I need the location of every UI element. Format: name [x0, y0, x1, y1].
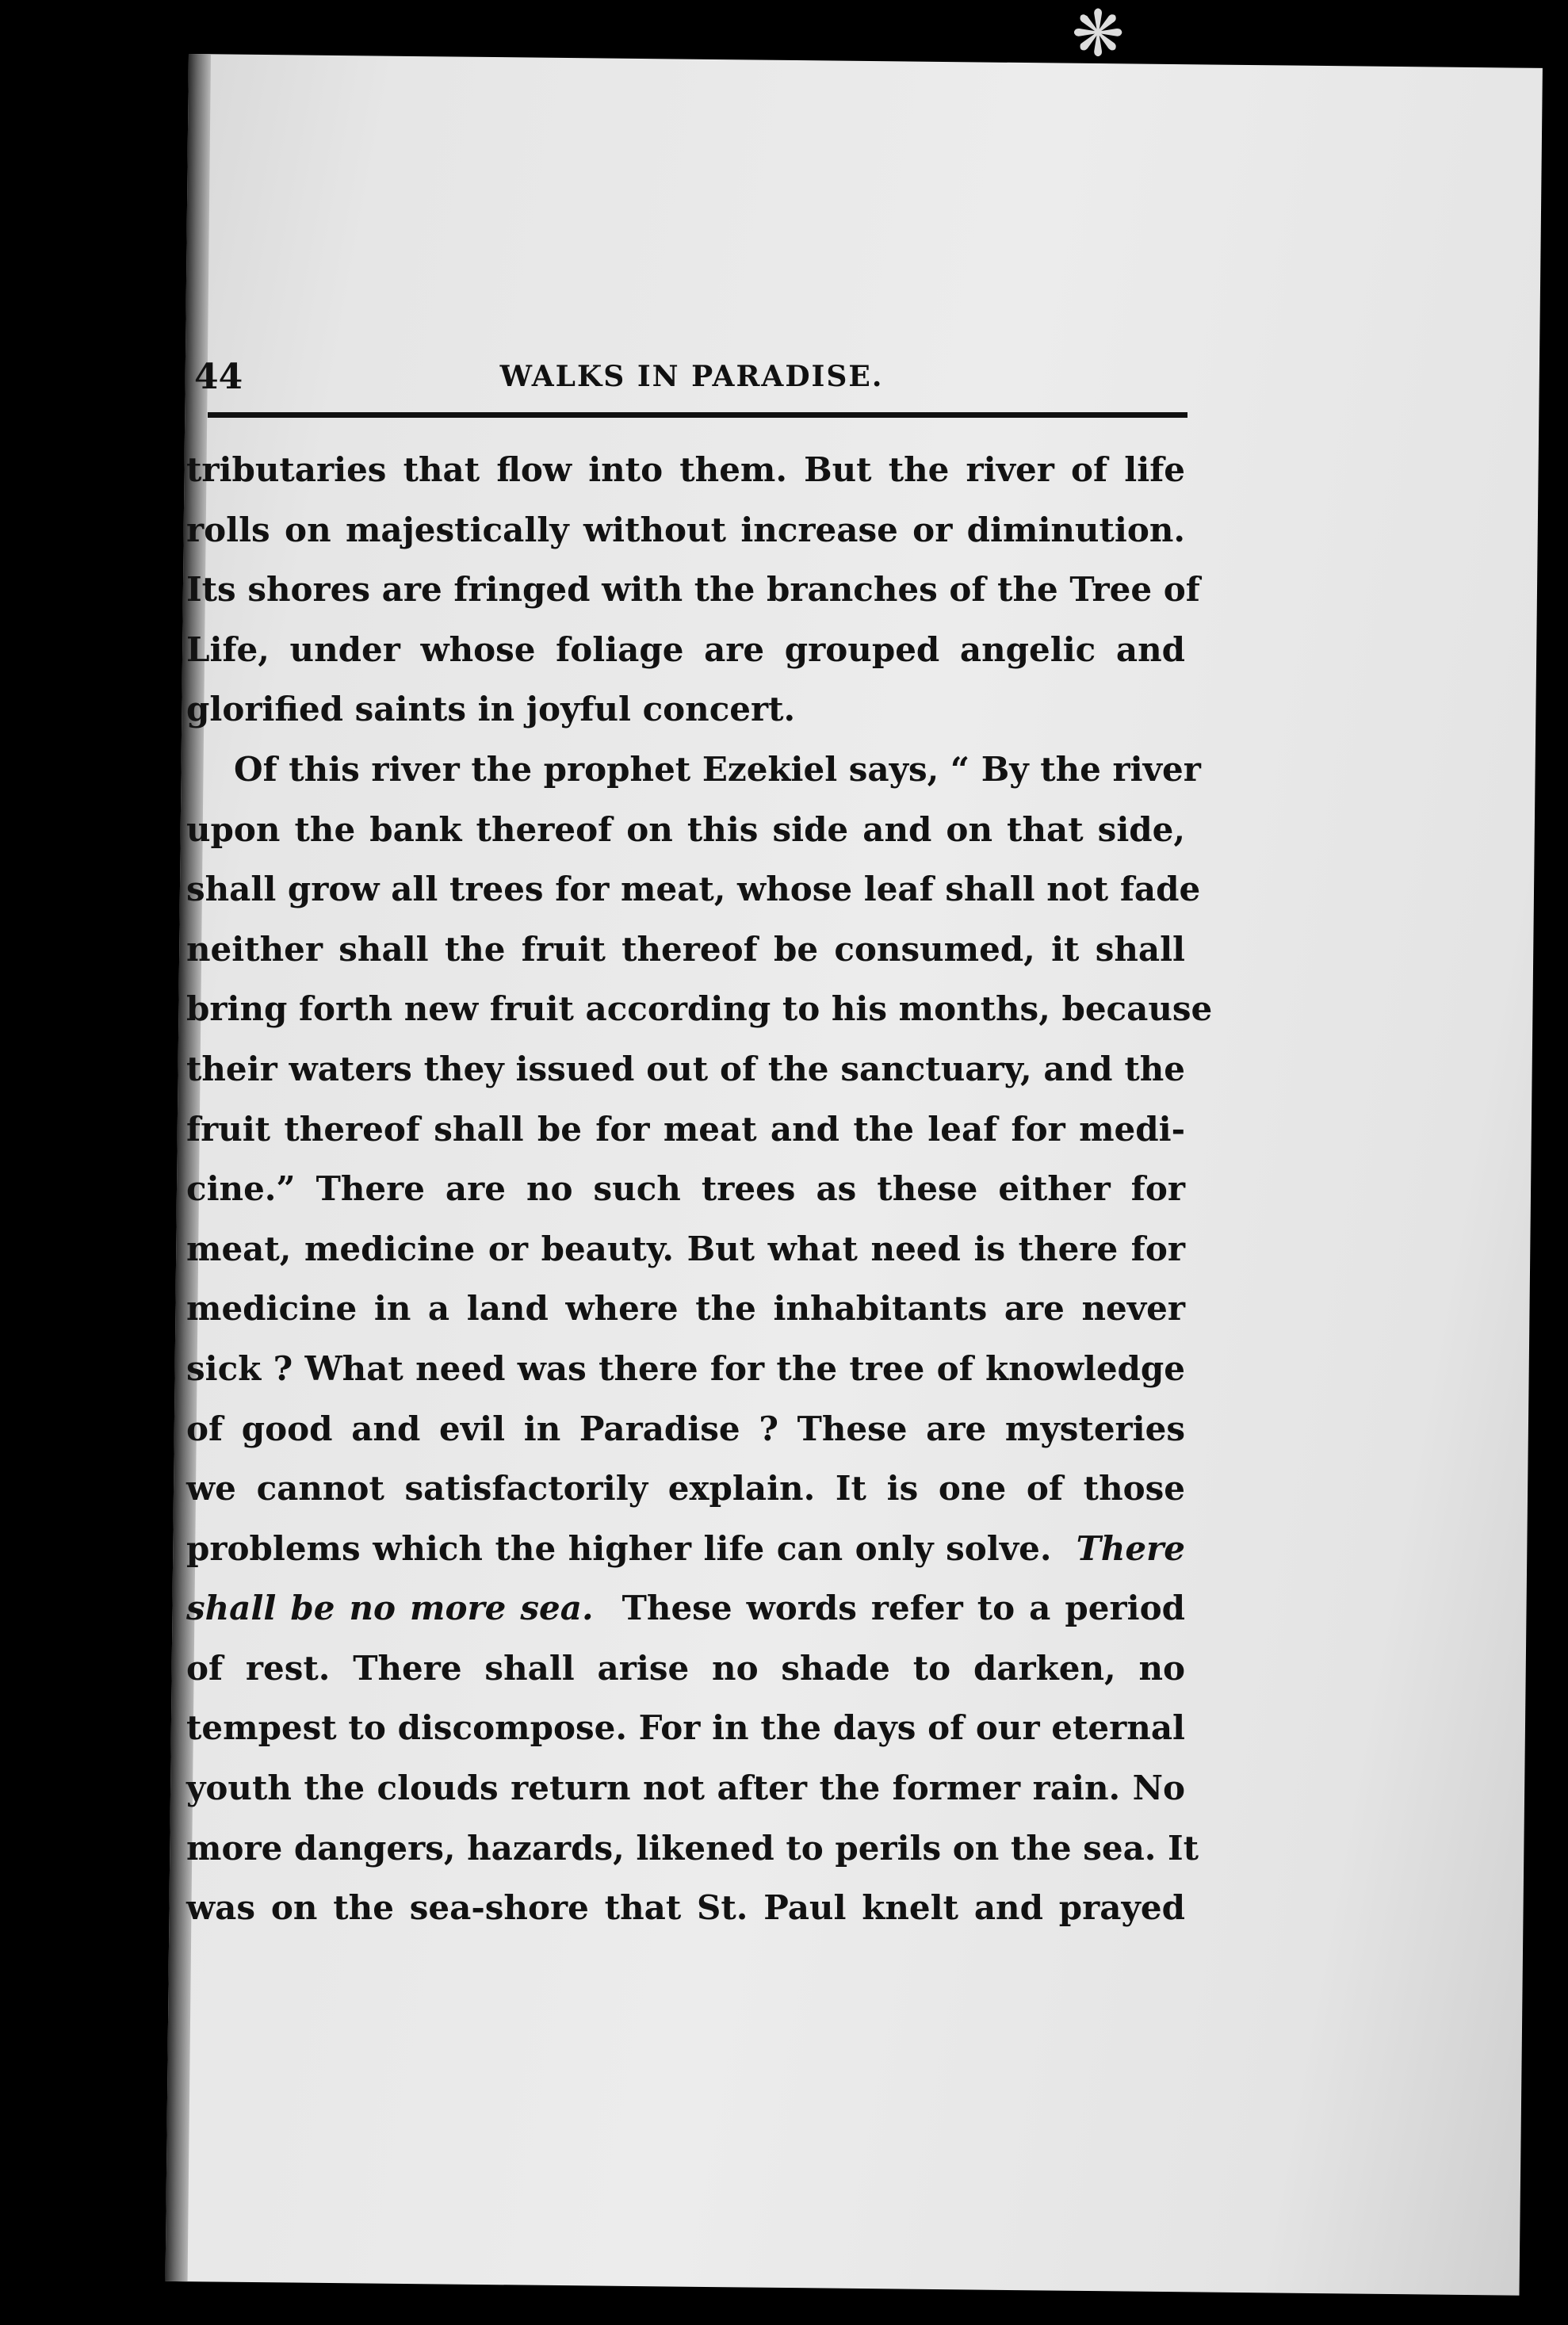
text-line: bring forth new fruit according to his months, because: [186, 989, 1213, 1029]
text-line-mixed: [186, 1578, 1185, 1639]
text-line: shall grow all trees for meat, whose leaf shall not fade: [186, 870, 1201, 909]
page-header: [194, 349, 1189, 412]
text-line: was on the sea-shore that St. Paul knelt and prayed: [186, 1888, 1185, 1928]
text-run: These words refer to a period: [621, 1589, 1185, 1628]
italic-run: shall be no more sea.: [186, 1589, 594, 1628]
text-line: medicine in a land where the inhabitants are never: [186, 1289, 1185, 1329]
text-line: tempest to discompose. For in the days of our eternal: [186, 1708, 1185, 1748]
text-line-mixed: [186, 1519, 1185, 1579]
text-line: of good and evil in Paradise ? These are mysteries: [186, 1409, 1185, 1448]
text-run: problems which the higher life can only solve.: [186, 1528, 1052, 1568]
body-text: [186, 440, 1213, 1938]
text-line: we cannot satisfactorily explain. It is one of those: [186, 1469, 1185, 1509]
text-line: their waters they issued out of the sanctuary, and the: [186, 1049, 1185, 1088]
text-line: cine.” There are no such trees as these either for: [186, 1169, 1185, 1209]
text-line: fruit thereof shall be for meat and the leaf for medi-: [186, 1109, 1185, 1149]
text-line: glorified saints in joyful concert.: [186, 690, 796, 729]
text-line: youth the clouds return not after the former rain. No: [186, 1769, 1185, 1808]
page-number: 44: [194, 357, 243, 397]
text-line: more dangers, hazards, likened to perils on the sea. It: [186, 1828, 1199, 1868]
text-line: sick ? What need was there for the tree of knowledge: [186, 1348, 1185, 1388]
header-rule: [208, 412, 1187, 418]
text-line: Its shores are fringed with the branches of the Tree of: [186, 570, 1200, 610]
text-line: meat, medicine or beauty. But what need is there for: [186, 1229, 1185, 1268]
text-line: upon the bank thereof on this side and on that side,: [186, 809, 1185, 849]
text-line: tributaries that flow into them. But the river of life: [186, 450, 1185, 489]
text-line: Of this river the prophet Ezekiel says, “ By the river: [234, 749, 1201, 789]
running-title: WALKS IN PARADISE.: [499, 360, 884, 393]
corner-blot: ❋: [1071, 0, 1125, 71]
italic-run: There: [1076, 1528, 1185, 1568]
text-line: of rest. There shall arise no shade to darken, no: [186, 1648, 1185, 1688]
text-line: neither shall the fruit thereof be consumed, it shall: [186, 929, 1185, 969]
text-line: Life, under whose foliage are grouped angelic and: [186, 629, 1185, 669]
text-line: rolls on majestically without increase or diminution.: [186, 510, 1185, 549]
